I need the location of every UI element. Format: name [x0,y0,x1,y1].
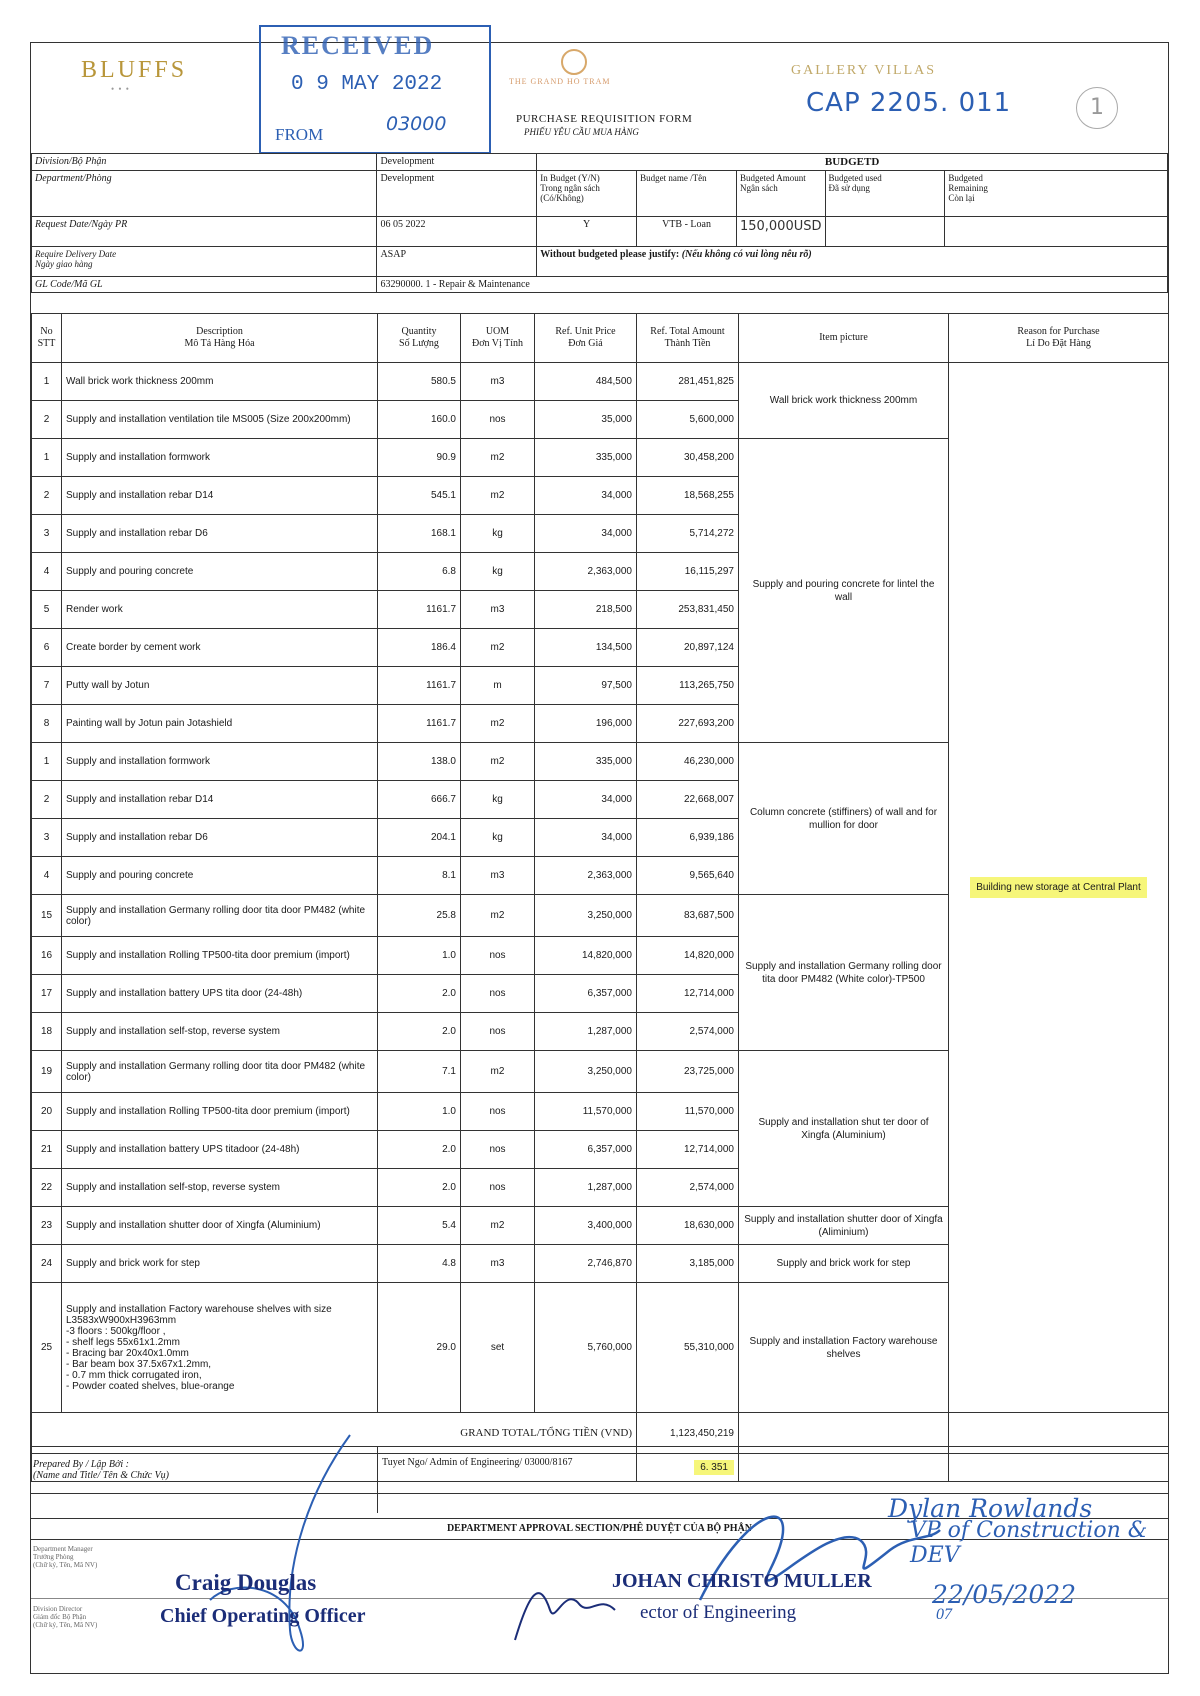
row-quantity: 90.9 [378,439,461,477]
row-total: 14,820,000 [637,937,739,975]
row-total: 11,570,000 [637,1093,739,1131]
row-description: Supply and installation rebar D14 [62,477,378,515]
row-total: 5,600,000 [637,401,739,439]
row-total: 3,185,000 [637,1245,739,1283]
row-uom: kg [461,781,535,819]
row-description: Wall brick work thickness 200mm [62,363,378,401]
row-uom: m2 [461,705,535,743]
row-total: 2,574,000 [637,1169,739,1207]
request-date-label: Request Date/Ngày PR [32,217,377,247]
row-no: 1 [32,363,62,401]
row-unit-price: 335,000 [535,743,637,781]
row-total: 18,568,255 [637,477,739,515]
row-quantity: 8.1 [378,857,461,895]
row-quantity: 1161.7 [378,667,461,705]
row-quantity: 4.8 [378,1245,461,1283]
row-no: 2 [32,401,62,439]
division-label: Division/Bộ Phận [32,154,377,171]
row-unit-price: 35,000 [535,401,637,439]
row-uom: kg [461,553,535,591]
row-no: 3 [32,819,62,857]
col-reason: Reason for Purchase Lí Do Đặt Hàng [949,314,1169,363]
row-unit-price: 218,500 [535,591,637,629]
row-no: 24 [32,1245,62,1283]
role-division-director: Division Director Giám đốc Bộ Phận (Chữ ký, Tên, Mã NV) [33,1605,98,1629]
row-unit-price: 484,500 [535,363,637,401]
row-no: 15 [32,895,62,937]
row-quantity: 204.1 [378,819,461,857]
row-uom: nos [461,1169,535,1207]
prepared-value: Tuyet Ngo/ Admin of Engineering/ 03000/8167 [377,1447,576,1513]
budgeted-used-value [825,217,945,247]
grand-total-label: GRAND TOTAL/TỔNG TIỀN (VND) [32,1413,637,1454]
row-quantity: 1.0 [378,937,461,975]
row-unit-price: 34,000 [535,819,637,857]
department-value: Development [377,171,537,217]
row-uom: m2 [461,629,535,667]
prepared-label: Prepared By / Lập Bởi : [33,1459,129,1470]
row-total: 5,714,272 [637,515,739,553]
row-uom: m2 [461,895,535,937]
row-quantity: 580.5 [378,363,461,401]
row-total: 12,714,000 [637,975,739,1013]
row-description: Supply and installation rebar D6 [62,515,378,553]
budget-name-label: Budget name /Tên [637,171,737,217]
row-quantity: 168.1 [378,515,461,553]
row-no: 20 [32,1093,62,1131]
signature-date: 22/05/2022 [932,1580,1077,1609]
row-description: Supply and installation shutter door of Xingfa (Aluminium) [62,1207,378,1245]
row-no: 8 [32,705,62,743]
in-budget-label: In Budget (Y/N) Trong ngân sách (Có/Không) [537,171,637,217]
request-date-value: 06 05 2022 [377,217,537,247]
row-unit-price: 14,820,000 [535,937,637,975]
signature-muller [510,1570,620,1650]
row-total: 6,939,186 [637,819,739,857]
item-picture-caption: Column concrete (stiffiners) of wall and for mullion for door [739,743,949,895]
division-value: Development [377,154,537,171]
item-picture-caption: Supply and pouring concrete for lintel the wall [739,439,949,743]
row-description: Render work [62,591,378,629]
row-unit-price: 34,000 [535,477,637,515]
justify-label: Without budgeted please justify: [540,249,680,260]
row-unit-price: 34,000 [535,781,637,819]
col-quantity: Quantity Số Lượng [378,314,461,363]
row-no: 2 [32,781,62,819]
row-total: 55,310,000 [637,1283,739,1413]
role-department-manager: Department Manager Trưởng Phòng (Chữ ký, Tên, Mã NV) [33,1545,98,1569]
row-description: Supply and installation Rolling TP500-tita door premium (import) [62,1093,378,1131]
row-quantity: 6.8 [378,553,461,591]
row-total: 227,693,200 [637,705,739,743]
row-total: 23,725,000 [637,1051,739,1093]
items-table [31,313,1169,1482]
row-unit-price: 5,760,000 [535,1283,637,1413]
row-quantity: 25.8 [378,895,461,937]
row-quantity: 29.0 [378,1283,461,1413]
budget-header: BUDGETD [537,154,1168,171]
delivery-label: Require Delivery Date Ngày giao hàng [32,247,377,277]
item-picture-caption: Supply and brick work for step [739,1245,949,1283]
row-quantity: 7.1 [378,1051,461,1093]
craig-douglas-title: Chief Operating Officer [160,1605,366,1627]
budgeted-amount-label: Budgeted Amount Ngân sách [736,171,825,217]
requisition-info [31,153,1168,293]
budgeted-remaining-label: Budgeted Remaining Còn lại [945,171,1168,217]
row-description: Painting wall by Jotun pain Jotashield [62,705,378,743]
row-uom: m [461,667,535,705]
row-no: 19 [32,1051,62,1093]
table-row [32,363,1169,401]
row-uom: nos [461,975,535,1013]
row-unit-price: 2,363,000 [535,553,637,591]
row-description: Supply and installation formwork [62,439,378,477]
row-unit-price: 196,000 [535,705,637,743]
approval-title: DEPARTMENT APPROVAL SECTION/PHÊ DUYỆT CỦA BỘ PHẬN [31,1518,1168,1540]
row-no: 1 [32,743,62,781]
row-no: 3 [32,515,62,553]
row-quantity: 2.0 [378,1131,461,1169]
prepared-sublabel: (Name and Title/ Tên & Chức Vụ) [33,1470,170,1481]
col-description: Description Mô Tả Hàng Hóa [62,314,378,363]
row-no: 16 [32,937,62,975]
row-unit-price: 1,287,000 [535,1169,637,1207]
row-description: Supply and installation Germany rolling door tita door PM482 (white color) [62,1051,378,1093]
row-unit-price: 34,000 [535,515,637,553]
budget-name-value: VTB - Loan [637,217,737,247]
craig-douglas-name: Craig Douglas [175,1570,317,1595]
row-description: Supply and installation Rolling TP500-tita door premium (import) [62,937,378,975]
row-quantity: 138.0 [378,743,461,781]
row-total: 281,451,825 [637,363,739,401]
row-no: 4 [32,857,62,895]
stamp-date: 0 9 MAY 2022 [291,73,443,96]
row-description: Supply and installation self-stop, reverse system [62,1013,378,1051]
row-uom: m3 [461,591,535,629]
row-quantity: 186.4 [378,629,461,667]
row-description: Supply and installation formwork [62,743,378,781]
row-unit-price: 2,746,870 [535,1245,637,1283]
item-picture-caption: Supply and installation shut ter door of Xingfa (Aluminium) [739,1051,949,1207]
row-uom: kg [461,819,535,857]
col-no: No STT [32,314,62,363]
row-quantity: 1161.7 [378,705,461,743]
row-unit-price: 335,000 [535,439,637,477]
signature-stroke-1 [190,1430,360,1670]
crest-icon [561,49,587,75]
row-description: Supply and brick work for step [62,1245,378,1283]
gallery-villas-logo: GALLERY VILLAS [791,63,937,78]
row-total: 9,565,640 [637,857,739,895]
row-description: Supply and installation Germany rolling door tita door PM482 (white color) [62,895,378,937]
row-no: 22 [32,1169,62,1207]
grand-total-note: 6. 351 [694,1460,734,1475]
received-stamp [259,25,491,154]
row-no: 7 [32,667,62,705]
row-unit-price: 2,363,000 [535,857,637,895]
col-total: Ref. Total Amount Thành Tiền [637,314,739,363]
row-quantity: 1161.7 [378,591,461,629]
row-no: 18 [32,1013,62,1051]
row-description: Putty wall by Jotun [62,667,378,705]
row-description: Supply and pouring concrete [62,857,378,895]
row-uom: m2 [461,1051,535,1093]
row-no: 25 [32,1283,62,1413]
row-description: Create border by cement work [62,629,378,667]
budgeted-amount-value: 150,000USD [736,217,825,247]
row-quantity: 160.0 [378,401,461,439]
form-header [31,31,1168,154]
form-subtitle: PHIẾU YÊU CẦU MUA HÀNG [524,127,639,137]
johan-muller-name: JOHAN CHRISTO MULLER [612,1570,872,1592]
row-uom: m2 [461,439,535,477]
grand-total-value: 1,123,450,219 [637,1413,739,1454]
item-picture-caption: Wall brick work thickness 200mm [739,363,949,439]
row-total: 18,630,000 [637,1207,739,1245]
row-description: Supply and pouring concrete [62,553,378,591]
item-picture-caption: Supply and installation Germany rolling door tita door PM482 (White color)-TP500 [739,895,949,1051]
reason-for-purchase: Building new storage at Central Plant [970,877,1147,898]
row-uom: m2 [461,1207,535,1245]
in-budget-value: Y [537,217,637,247]
row-no: 23 [32,1207,62,1245]
row-quantity: 5.4 [378,1207,461,1245]
gl-value: 63290000. 1 - Repair & Maintenance [377,277,1168,293]
justify-cell [537,247,1168,277]
row-quantity: 666.7 [378,781,461,819]
row-no: 5 [32,591,62,629]
justify-vn: (Nếu không có vui lòng nêu rõ) [681,249,812,260]
dylan-rowlands-name: Dylan Rowlands [888,1494,1093,1523]
row-total: 113,265,750 [637,667,739,705]
row-unit-price: 97,500 [535,667,637,705]
row-total: 22,668,007 [637,781,739,819]
bluffs-logo: BLUFFS • • • [81,57,188,94]
row-quantity: 545.1 [378,477,461,515]
stamp-code: 03000 [386,113,447,135]
row-total: 16,115,297 [637,553,739,591]
row-description: Supply and installation rebar D6 [62,819,378,857]
reason-cell [949,363,1169,1413]
row-total: 46,230,000 [637,743,739,781]
row-total: 2,574,000 [637,1013,739,1051]
row-unit-price: 134,500 [535,629,637,667]
circled-number: 1 [1076,87,1118,129]
budgeted-remaining-value [945,217,1168,247]
row-no: 6 [32,629,62,667]
row-no: 17 [32,975,62,1013]
col-picture: Item picture [739,314,949,363]
form-title: PURCHASE REQUISITION FORM [516,113,693,125]
row-unit-price: 6,357,000 [535,975,637,1013]
row-no: 4 [32,553,62,591]
row-uom: nos [461,937,535,975]
row-uom: m3 [461,1245,535,1283]
row-description: Supply and installation battery UPS titadoor (24-48h) [62,1131,378,1169]
row-uom: kg [461,515,535,553]
row-description: Supply and installation self-stop, reverse system [62,1169,378,1207]
row-total: 20,897,124 [637,629,739,667]
row-description: Supply and installation Factory warehouse shelves with size L3583xW900xH3963mm -3 floors : 500kg/floor , - shelf legs 55x61x1.2mm - Bracing bar 20x40x1.0mm - Bar beam box 37.5x67x1.2mm, - 0.7 mm thick corrugated iron, - Powder coated shelves, blue-orange [62,1283,378,1413]
row-no: 21 [32,1131,62,1169]
budgeted-used-label: Budgeted used Đã sử dụng [825,171,945,217]
row-no: 2 [32,477,62,515]
signature-date-note: 07 [936,1606,952,1623]
stamp-from: FROM [275,125,324,144]
row-uom: nos [461,401,535,439]
row-unit-price: 11,570,000 [535,1093,637,1131]
row-quantity: 1.0 [378,1093,461,1131]
row-quantity: 2.0 [378,1169,461,1207]
row-uom: nos [461,1013,535,1051]
delivery-value: ASAP [377,247,537,277]
row-uom: m3 [461,857,535,895]
row-total: 30,458,200 [637,439,739,477]
row-total: 83,687,500 [637,895,739,937]
stamp-title: RECEIVED [281,31,435,60]
row-uom: nos [461,1131,535,1169]
row-total: 12,714,000 [637,1131,739,1169]
row-description: Supply and installation ventilation tile MS005 (Size 200x200mm) [62,401,378,439]
form-brand: THE GRAND HO TRAM [509,77,611,86]
row-uom: nos [461,1093,535,1131]
dylan-rowlands-title: VP of Construction & DEV [910,1518,1148,1568]
row-unit-price: 1,287,000 [535,1013,637,1051]
johan-muller-title: ector of Engineering [640,1602,797,1623]
row-no: 1 [32,439,62,477]
cap-number: CAP 2205. 011 [806,88,1012,118]
row-description: Supply and installation battery UPS tita door (24-48h) [62,975,378,1013]
row-uom: set [461,1283,535,1413]
item-picture-caption: Supply and installation shutter door of Xingfa (Aliminium) [739,1207,949,1245]
row-quantity: 2.0 [378,1013,461,1051]
col-uom: UOM Đơn Vị Tính [461,314,535,363]
col-unit-price: Ref. Unit Price Đơn Giá [535,314,637,363]
row-unit-price: 3,400,000 [535,1207,637,1245]
row-uom: m3 [461,363,535,401]
row-total: 253,831,450 [637,591,739,629]
department-label: Department/Phòng [32,171,377,217]
row-description: Supply and installation rebar D14 [62,781,378,819]
row-quantity: 2.0 [378,975,461,1013]
gl-label: GL Code/Mã GL [32,277,377,293]
row-uom: m2 [461,743,535,781]
item-picture-caption: Supply and installation Factory warehouse shelves [739,1283,949,1413]
row-unit-price: 3,250,000 [535,1051,637,1093]
row-unit-price: 6,357,000 [535,1131,637,1169]
table-header-row [32,314,1169,363]
row-unit-price: 3,250,000 [535,895,637,937]
row-uom: m2 [461,477,535,515]
